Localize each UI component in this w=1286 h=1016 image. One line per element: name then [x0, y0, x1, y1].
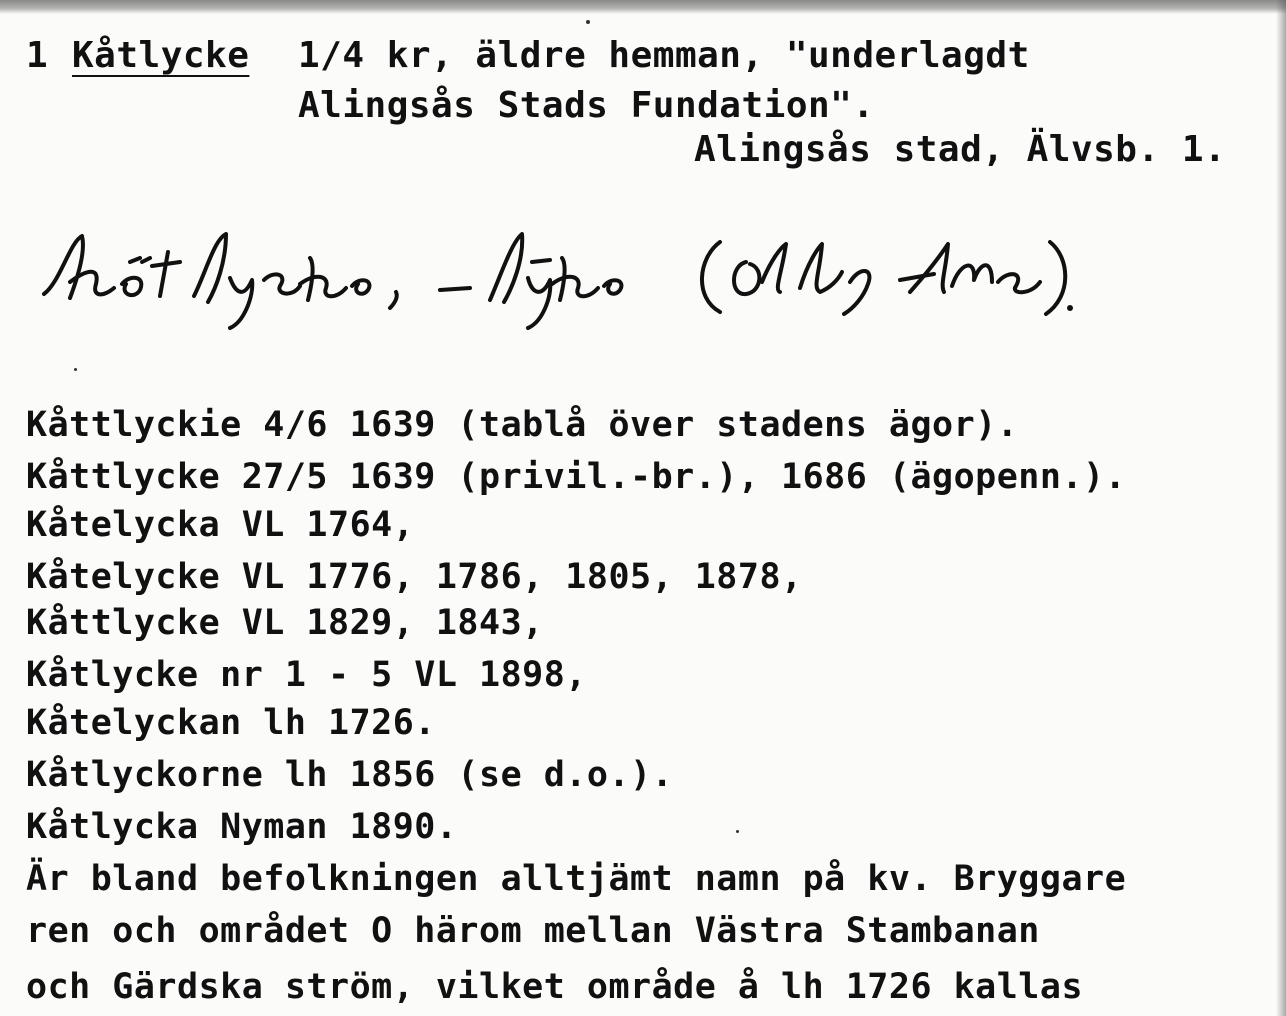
parish-reference: Alingsås stad, Älvsb. 1.: [694, 129, 1227, 170]
handwritten-pronunciation-note: [30, 222, 1080, 332]
attestation-line: Kåtelycke VL 1776, 1786, 1805, 1878,: [26, 557, 803, 597]
place-description: 1/4 kr, äldre hemman, "underlagdt: [298, 35, 1030, 76]
paragraph-line: ren och området O härom mellan Västra Stambanan: [26, 911, 1040, 951]
attestation-line: Kåttlycke VL 1829, 1843,: [26, 603, 544, 643]
ink-speck: [586, 20, 590, 24]
ink-speck: [74, 368, 77, 371]
card-top-edge: [0, 0, 1286, 14]
ink-speck: [736, 830, 739, 833]
attestation-line: Kåtlycke nr 1 - 5 VL 1898,: [26, 655, 587, 695]
paragraph-line: och Gärdska ström, vilket område å lh 1726 kallas: [26, 967, 1084, 1007]
attestation-line: Kåtlyckorne lh 1856 (se d.o.).: [26, 755, 674, 795]
attestation-line: Kåtelycka VL 1764,: [26, 505, 415, 545]
place-description-continued: Alingsås Stads Fundation".: [298, 85, 875, 126]
card-right-edge: [1276, 0, 1286, 1016]
attestation-line: Kåtelyckan lh 1726.: [26, 703, 436, 743]
attestation-line: Kåttlycke 27/5 1639 (privil.-br.), 1686 (ägopenn.).: [26, 457, 1127, 497]
attestation-line: Kåttlyckie 4/6 1639 (tablå över stadens ägor).: [26, 405, 1019, 445]
place-name-heading: Kåtlycke: [72, 35, 250, 76]
attestation-line: Kåtlycka Nyman 1890.: [26, 807, 458, 847]
paragraph-line: Är bland befolkningen alltjämt namn på kv. Bryggare: [26, 859, 1127, 899]
entry-number: 1: [26, 35, 49, 76]
